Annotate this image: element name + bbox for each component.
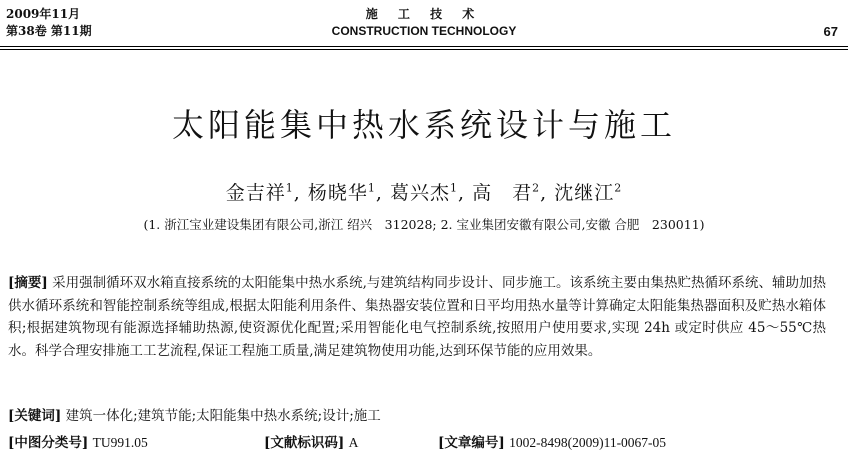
issue-date: 2009年11月: [6, 7, 81, 21]
running-header-center: [0, 6, 848, 40]
abstract-text: 采用强制循环双水箱直接系统的太阳能集中热水系统,与建筑结构同步设计、同步施工。该系统主要由集热贮热循环系统、辅助加热供水循环系统和智能控制系统等组成,根据太阳能利用条件、集热器安装位置和日平均用热水量等计算确定太阳能集热器面积及贮热水箱体积;根据建筑物现有能源选择辅助热源,使资源优化配置;采用智能化电气控制系统,按照用户使用要求,实现 24h 或定时供应 45～55℃热水。科学合理安排施工工艺流程,保证工程施工质量,满足建筑物使用功能,达到环保节能的应用效果。: [8, 275, 826, 359]
author: 葛兴杰$^1$: [389, 181, 458, 204]
classification-label: [中图分类号]: [8, 435, 89, 451]
journal-name-cn: 施 工 技 术: [365, 7, 483, 21]
document-code: [264, 431, 358, 451]
article-number-value: 1002-8498(2009)11-0067-05: [509, 435, 667, 450]
classification-number: [8, 431, 148, 451]
journal-name-en: CONSTRUCTION TECHNOLOGY: [331, 24, 517, 38]
keywords-label: [关键词]: [8, 408, 62, 424]
article-number: [438, 431, 666, 451]
author: 杨晓华$^1$: [307, 181, 376, 204]
author: 金吉祥$^1$: [225, 181, 294, 204]
keywords-text: 建筑一体化;建筑节能;太阳能集中热水系统;设计;施工: [65, 408, 381, 424]
classification-value: TU991.05: [92, 435, 148, 450]
article-number-label: [文章编号]: [438, 435, 505, 451]
author-list: 金吉祥$^1$, 杨晓华$^1$, 葛兴杰$^1$, 高 君$^2$, 沈继江$^2$: [225, 181, 623, 204]
affiliations: (1. 浙江宝业建设集团有限公司,浙江 绍兴 312028; 2. 宝业集团安徽有限公司,安徽 合肥 230011): [143, 217, 705, 232]
header-rule-bottom: [0, 49, 848, 50]
abstract-label: [摘要]: [8, 275, 48, 291]
volume-issue: 第38卷 第11期: [6, 24, 92, 38]
author: 高 君$^2$: [472, 181, 541, 204]
author: 沈继江$^2$: [554, 181, 623, 204]
keywords: [8, 404, 381, 424]
document-code-label: [文献标识码]: [264, 435, 345, 451]
abstract: [8, 272, 826, 362]
header-rule-top: [0, 46, 848, 47]
document-code-value: A: [348, 435, 359, 450]
page-number: 67: [823, 24, 838, 39]
paper-title: 太阳能集中热水系统设计与施工: [171, 106, 676, 144]
